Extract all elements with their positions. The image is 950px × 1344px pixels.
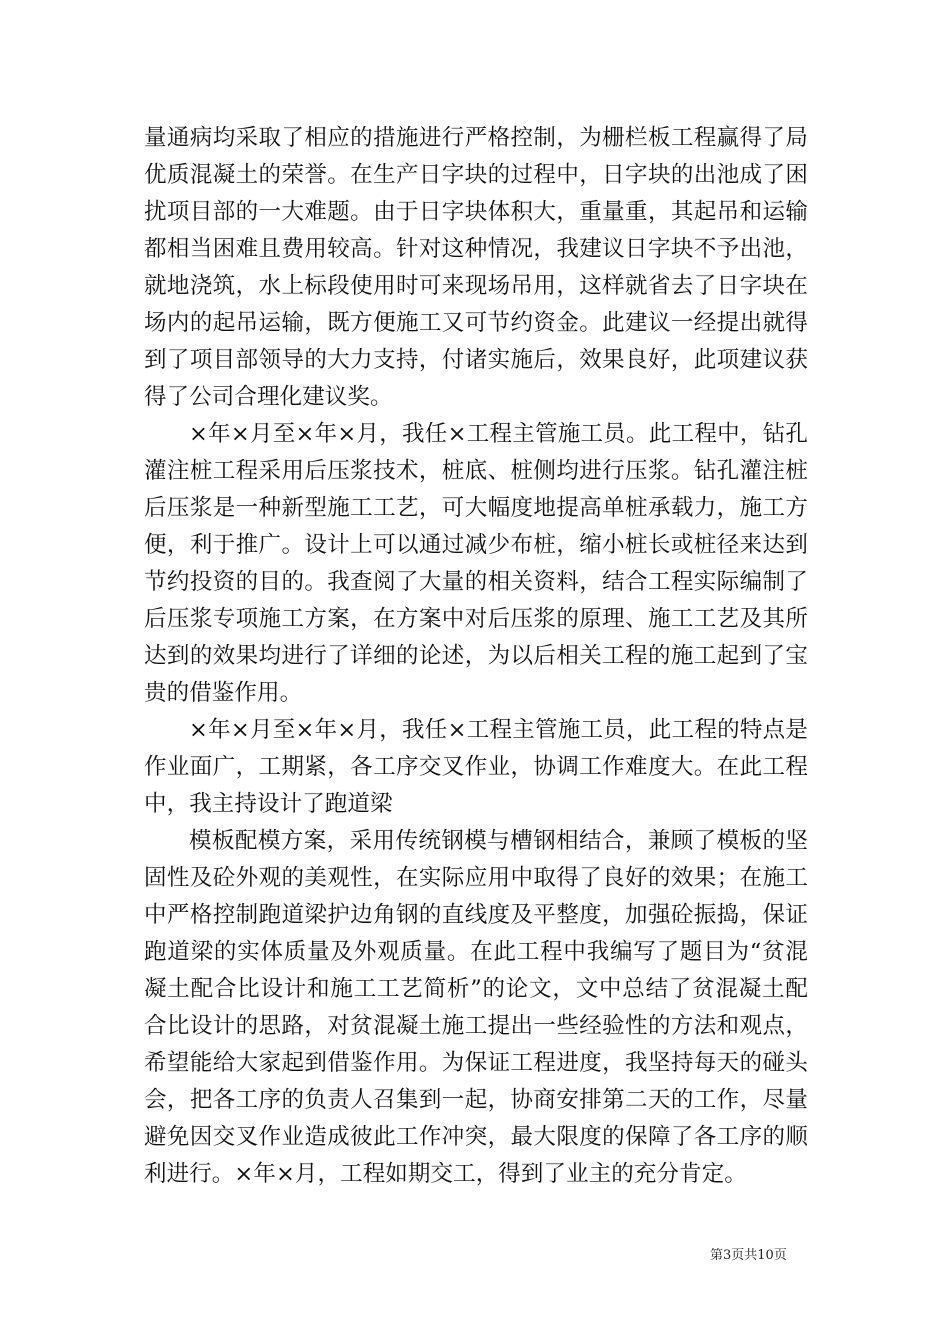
- paragraph-post-grouting: ×年×月至×年×月，我任×工程主管施工员。此工程中，钻孔灌注桩工程采用后压浆技术，桩底、桩侧均进行压浆。钻孔灌注桩后压浆是一种新型施工工艺，可大幅度地提高单桩承载力，施工方便，利于推广。设计上可以通过减少布桩，缩小桩长或桩径来达到节约投资的目的。我查阅了大量的相关资料，结合工程实际编制了后压浆专项施工方案，在方案中对后压浆的原理、施工工艺及其所达到的效果均进行了详细的论述，为以后相关工程的施工起到了宝贵的借鉴作用。: [144, 421, 808, 706]
- paragraph-runway-beam-intro: ×年×月至×年×月，我任×工程主管施工员，此工程的特点是作业面广，工期紧，各工序交叉作业，协调工作难度大。在此工程中，我主持设计了跑道梁: [144, 717, 808, 817]
- document-body: [144, 120, 808, 1193]
- paragraph-continuation: 量通病均采取了相应的措施进行严格控制，为栅栏板工程赢得了局优质混凝土的荣誉。在生产日字块的过程中，日字块的出池成了困扰项目部的一大难题。由于日字块体积大，重量重，其起吊和运输都相当困难且费用较高。针对这种情况，我建议日字块不予出池，就地浇筑，水上标段使用时可来现场吊用，这样就省去了日字块在场内的起吊运输，既方便施工又可节约资金。此建议一经提出就得到了项目部领导的大力支持，付诸实施后，效果良好，此项建议获得了公司合理化建议奖。: [144, 125, 808, 410]
- page-number: 第3页共10页: [710, 1248, 787, 1263]
- paragraph-formwork-plan: 模板配模方案，采用传统钢模与槽钢相结合，兼顾了模板的坚固性及砼外观的美观性，在实际应用中取得了良好的效果；在施工中严格控制跑道梁护边角钢的直线度及平整度，加强砼振捣，保证跑道梁的实体质量及外观质量。在此工程中我编写了题目为“贫混凝土配合比设计和施工工艺简析”的论文，文中总结了贫混凝土配合比设计的思路，对贫混凝土施工提出一些经验性的方法和观点，希望能给大家起到借鉴作用。为保证工程进度，我坚持每天的碰头会，把各工序的负责人召集到一起，协商安排第二天的工作，尽量避免因交叉作业造成彼此工作冲突，最大限度的保障了各工序的顺利进行。×年×月，工程如期交工，得到了业主的充分肯定。: [144, 828, 808, 1187]
